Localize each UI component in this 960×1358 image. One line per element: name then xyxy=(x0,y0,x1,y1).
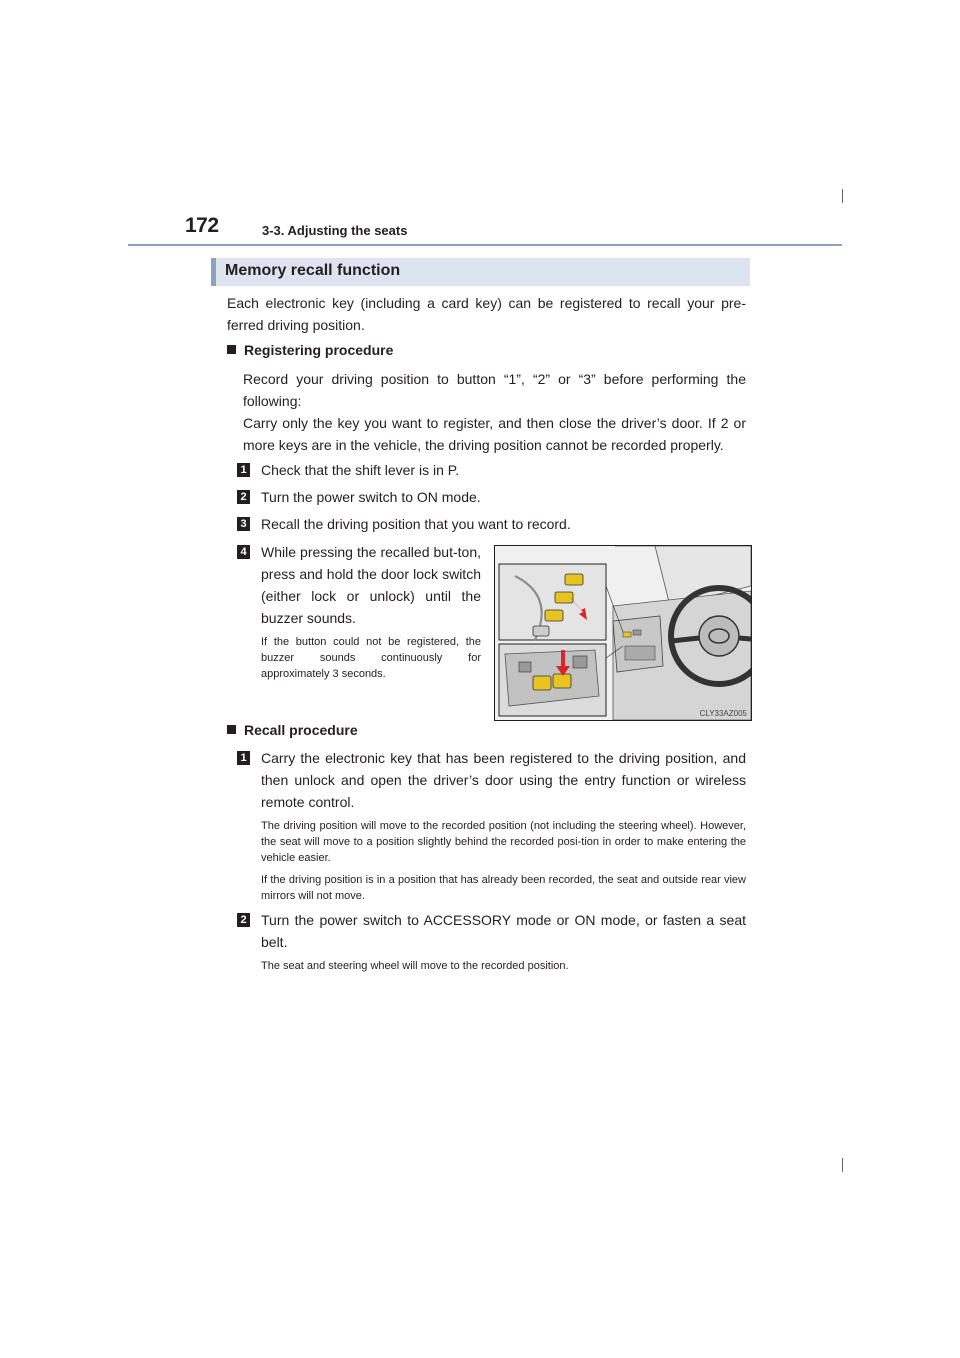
door-switch-drawing xyxy=(495,546,751,720)
crop-mark-top xyxy=(842,189,843,203)
register-step-2: Turn the power switch to ON mode. xyxy=(261,489,481,505)
step-number-badge: 2 xyxy=(237,490,250,504)
page-number: 172 xyxy=(185,214,219,237)
section-title-box xyxy=(211,258,750,286)
register-note: If the button could not be registered, the buzzer sounds continuously for approximately 3 seconds. xyxy=(261,636,481,680)
recall-step-1: Carry the electronic key that has been registered to the driving position, and then unlock and open the driver’s door using the entry function or wireless remote control. xyxy=(261,750,746,810)
bullet-square-icon xyxy=(227,725,236,734)
bullet-square-icon xyxy=(227,345,236,354)
recall-step-2: Turn the power switch to ACCESSORY mode or ON mode, or fasten a seat belt. xyxy=(261,912,746,950)
door-switch-illustration xyxy=(494,545,752,721)
crop-mark-bottom xyxy=(842,1158,843,1172)
intro-paragraph: Each electronic key (including a card key) can be registered to recall your pre-ferred driving position. xyxy=(227,295,746,333)
register-step-1: Check that the shift lever is in P. xyxy=(261,462,460,478)
title-accent-bar xyxy=(211,258,216,286)
recall-heading: Recall procedure xyxy=(227,722,358,738)
step-number-badge: 2 xyxy=(237,913,250,927)
illustration-code: CLY33AZ005 xyxy=(699,709,747,718)
register-step-3: Recall the driving position that you want to record. xyxy=(261,516,571,532)
registering-heading: Registering procedure xyxy=(227,342,393,358)
section-title: Memory recall function xyxy=(225,262,401,279)
registering-text-2: Carry only the key you want to register, and then close the driver’s door. If 2 or more keys are in the vehicle, the driving position cannot be recorded properly. xyxy=(243,415,746,453)
header-rule xyxy=(128,244,842,246)
step-number-badge: 4 xyxy=(237,545,250,559)
register-step-4: While pressing the recalled but-ton, press and hold the door lock switch (either lock or unlock) until the buzzer sounds. xyxy=(261,544,481,626)
recall-note-2: If the driving position is in a position that has already been recorded, the seat and outside rear view mirrors will not move. xyxy=(261,874,746,902)
registering-text-1: Record your driving position to button “1”, “2” or “3” before performing the following: xyxy=(243,371,746,409)
recall-note-3: The seat and steering wheel will move to the recorded position. xyxy=(261,960,569,972)
step-number-badge: 3 xyxy=(237,517,250,531)
step-number-badge: 1 xyxy=(237,751,250,765)
step-number-badge: 1 xyxy=(237,463,250,477)
section-header: 3-3. Adjusting the seats xyxy=(262,223,408,238)
recall-note-1: The driving position will move to the recorded position (not including the steering wheel). However, the seat will move to a position slightly behind the recorded posi-tion in order to make entering the vehicle easier. xyxy=(261,820,746,864)
